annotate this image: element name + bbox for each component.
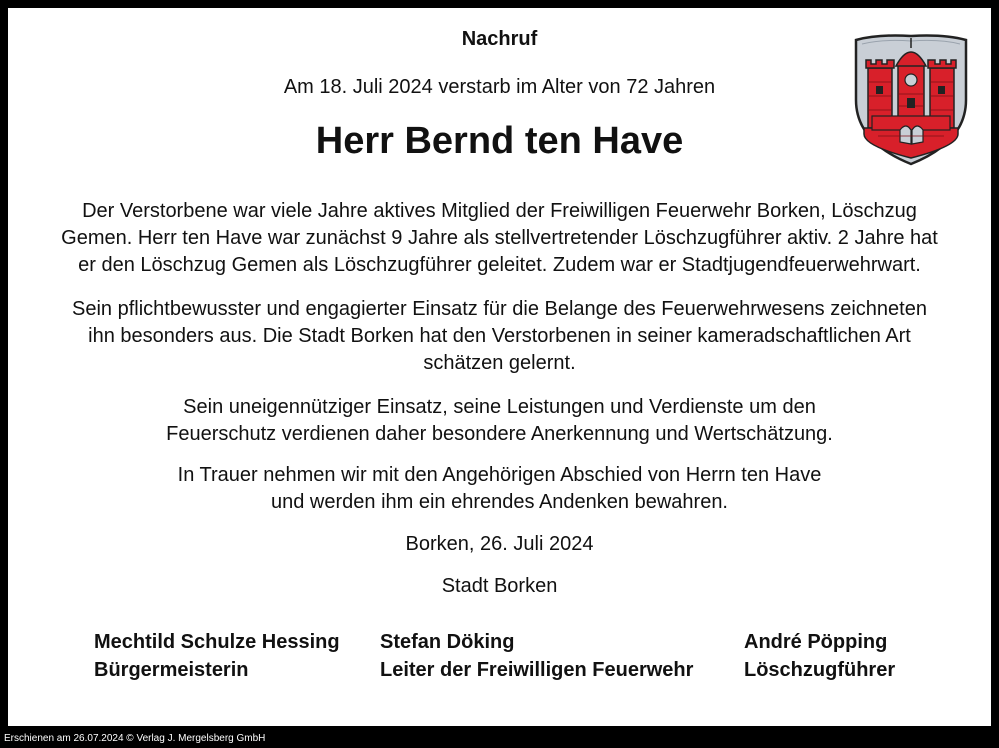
text-line: er den Löschzug Gemen als Löschzugführer geleitet. Zudem war er Stadtjugendfeuerwehrwart.	[78, 254, 921, 276]
paragraph-farewell	[8, 462, 991, 516]
obituary-notice	[8, 8, 991, 726]
publication-footer: Erschienen am 26.07.2024 © Verlag J. Mergelsberg GmbH	[4, 733, 266, 744]
signatory-name: Mechtild Schulze Hessing	[94, 631, 340, 653]
paragraph-commitment	[8, 296, 991, 377]
text-line: Gemen. Herr ten Have war zunächst 9 Jahre als stellvertretender Löschzugführer aktiv. 2 Jahre hat	[61, 227, 938, 249]
text-line: In Trauer nehmen wir mit den Angehörigen Abschied von Herrn ten Have	[177, 464, 822, 486]
signatory-name: Stefan Döking	[380, 631, 515, 653]
signatory-name: André Pöpping	[744, 631, 888, 653]
text-line: schätzen gelernt.	[423, 352, 576, 374]
paragraph-recognition	[8, 394, 991, 448]
text-line: Sein uneigennütziger Einsatz, seine Leistungen und Verdienste um den	[183, 396, 816, 418]
text-line: Der Verstorbene war viele Jahre aktives Mitglied der Freiwilligen Feuerwehr Borken, Löschzug	[82, 200, 917, 222]
death-announcement-line: Am 18. Juli 2024 verstarb im Alter von 72 Jahren	[283, 76, 716, 98]
signatory-fire-chief	[380, 628, 693, 684]
text-line: und werden ihm ein ehrendes Andenken bewahren.	[271, 491, 728, 513]
signatory-mayor	[94, 628, 340, 684]
text-line: Sein pflichtbewusster und engagierter Einsatz für die Belange des Feuerwehrwesens zeichneten	[72, 298, 927, 320]
signatory-role: Löschzugführer	[744, 659, 896, 681]
place-and-date: Borken, 26. Juli 2024	[405, 533, 594, 555]
signatory-role: Leiter der Freiwilligen Feuerwehr	[380, 659, 694, 681]
issuer: Stadt Borken	[441, 575, 558, 597]
text-line: ihn besonders aus. Die Stadt Borken hat den Verstorbenen in seiner kameradschaftlichen Art	[88, 325, 911, 347]
text-line: Feuerschutz verdienen daher besondere Anerkennung und Wertschätzung.	[166, 423, 833, 445]
deceased-name: Herr Bernd ten Have	[315, 120, 684, 162]
signatory-role: Bürgermeisterin	[94, 659, 249, 681]
notice-heading: Nachruf	[461, 28, 538, 50]
paragraph-membership	[8, 198, 991, 279]
signatory-unit-leader	[744, 628, 895, 684]
